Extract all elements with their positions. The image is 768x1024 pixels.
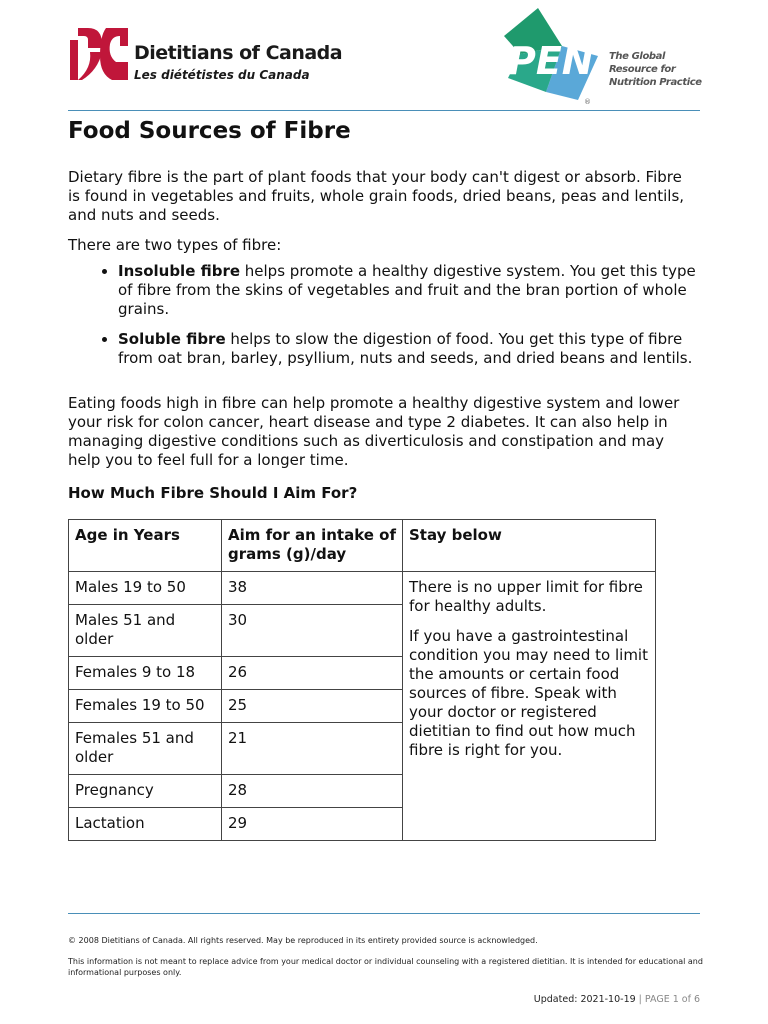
header-divider — [68, 110, 700, 111]
fibre-intake-table — [68, 519, 656, 841]
table-cell-age: Females 9 to 18 — [69, 657, 222, 690]
table-cell-age: Females 51 and older — [69, 723, 222, 775]
dc-name: Dietitians of Canada — [134, 42, 343, 64]
table-heading: How Much Fibre Should I Aim For? — [68, 484, 358, 502]
table-cell-age: Females 19 to 50 — [69, 690, 222, 723]
stay-below-note-2: If you have a gastrointestinal condition you may need to limit the amounts or certain food sources of fibre. Speak with your doctor or registered dietitian to find out how much fibre is right for you. — [409, 627, 648, 759]
footer-divider — [68, 913, 700, 914]
table-cell-grams: 30 — [222, 605, 403, 657]
page-title: Food Sources of Fibre — [68, 118, 351, 144]
pen-tagline: The Global Resource for Nutrition Practice — [609, 51, 702, 88]
stay-below-note-1: There is no upper limit for fibre for healthy adults. — [409, 578, 643, 615]
page-header — [0, 0, 768, 112]
table-cell-age: Males 19 to 50 — [69, 572, 222, 605]
table-cell-age: Lactation — [69, 808, 222, 841]
table-cell-grams: 21 — [222, 723, 403, 775]
list-item-term: Soluble fibre — [118, 330, 226, 348]
document-body — [68, 168, 696, 841]
pen-registered: ® — [584, 98, 591, 106]
table-header-stay-below: Stay below — [403, 520, 656, 572]
dietitians-of-canada-logo-icon — [68, 26, 130, 82]
table-header-age: Age in Years — [69, 520, 222, 572]
table-cell-grams: 28 — [222, 775, 403, 808]
table-cell-grams: 29 — [222, 808, 403, 841]
intro-paragraph: Dietary fibre is the part of plant foods that your body can't digest or absorb. Fibre is found in vegetables and fruits, whole grain foods, dried beans, peas and lentils, and nuts and seeds. — [68, 168, 685, 224]
list-item — [118, 262, 696, 319]
page-footer-meta — [534, 994, 700, 1005]
updated-date: Updated: 2021-10-19 — [533, 994, 636, 1005]
list-item-text: helps promote a healthy digestive system. You get this type of fibre from the skins of vegetables and fruit and the bran portion of whole grains. — [118, 262, 696, 318]
pen-text: PEN — [508, 39, 594, 83]
footer-separator: | — [638, 994, 642, 1005]
table-cell-grams: 38 — [222, 572, 403, 605]
table-row — [69, 572, 656, 605]
fibre-types-list — [68, 262, 696, 368]
pen-logo-icon — [500, 6, 602, 106]
benefits-paragraph: Eating foods high in fibre can help promote a healthy digestive system and lower your risk for colon cancer, heart disease and type 2 diabetes. It can also help in managing digestive conditions such as diverticulosis and constipation and may help you to feel full for a longer time. — [68, 394, 680, 469]
list-item — [118, 330, 696, 368]
table-cell-grams: 25 — [222, 690, 403, 723]
table-header-grams: Aim for an intake of grams (g)/day — [222, 520, 403, 572]
list-item-text: helps to slow the digestion of food. You get this type of fibre from oat bran, barley, psyllium, nuts and seeds, and dried beans and lentils. — [118, 330, 693, 367]
table-cell-grams: 26 — [222, 657, 403, 690]
page-number: PAGE 1 of 6 — [644, 994, 700, 1005]
footer-copyright: © 2008 Dietitians of Canada. All rights reserved. May be reproduced in its entirety provided source is acknowledged. — [68, 936, 538, 945]
table-header-row — [69, 520, 656, 572]
dc-subtitle: Les diététistes du Canada — [134, 68, 310, 82]
table-cell-stay-below — [403, 572, 656, 841]
types-intro: There are two types of fibre: — [68, 236, 282, 254]
footer-disclaimer: This information is not meant to replace advice from your medical doctor or individual counseling with a registered dietitian. It is intended for educational and informational purposes only. — [68, 957, 703, 977]
list-item-term: Insoluble fibre — [118, 262, 241, 280]
table-cell-age: Pregnancy — [69, 775, 222, 808]
table-cell-age: Males 51 and older — [69, 605, 222, 657]
